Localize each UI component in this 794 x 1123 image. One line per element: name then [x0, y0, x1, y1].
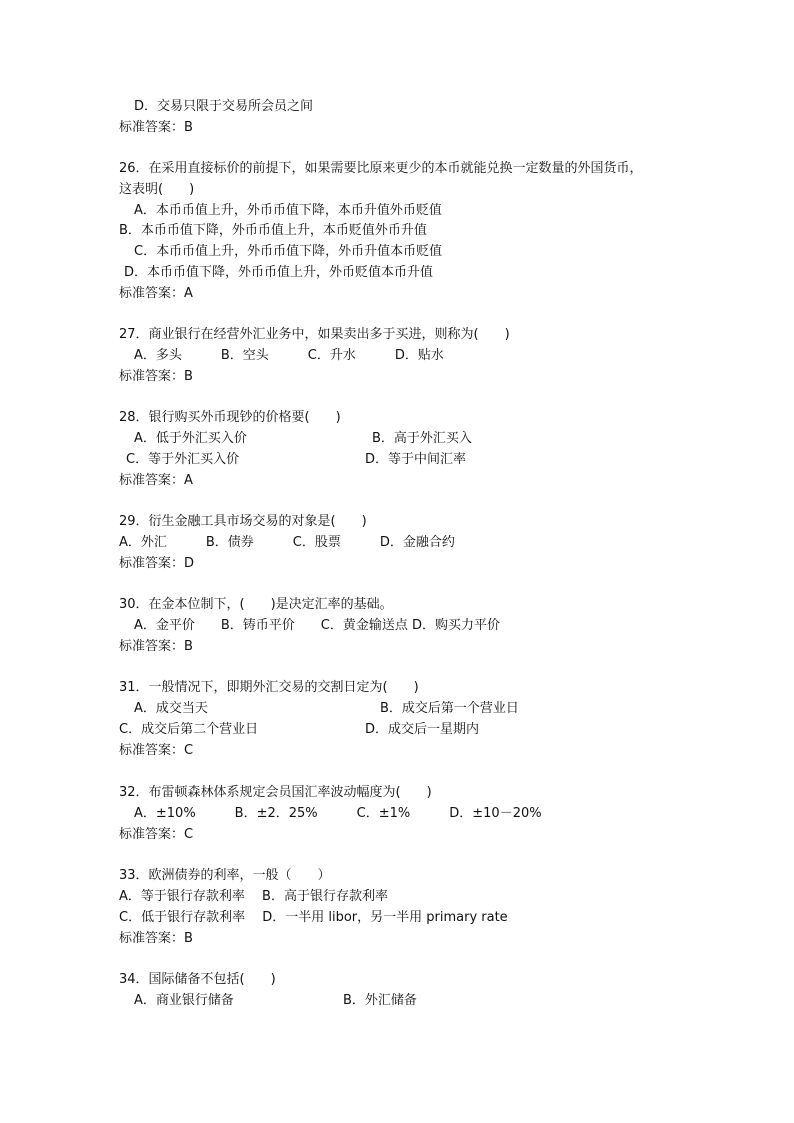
q28-answer: 标准答案：A [119, 473, 193, 488]
q28-option-c: C．等于外汇买入价 [126, 452, 240, 467]
q33-options-ab: A．等于银行存款利率 B．高于银行存款利率 [119, 889, 388, 904]
q25-option-d: D．交易只限于交易所会员之间 [134, 99, 314, 114]
q34-option-b: B．外汇储备 [343, 993, 417, 1008]
q26-option-a: A．本币币值上升，外币币值下降，本币升值外币贬值 [134, 203, 442, 218]
q26-question: 26．在采用直接标价的前提下，如果需要比原来更少的本币就能兑换一定数量的外国货币， [119, 161, 643, 176]
q33-question: 33．欧洲债券的利率，一般（ ） [119, 868, 331, 883]
q26-option-b: B．本币币值下降，外币币值上升，本币贬值外币升值 [119, 223, 427, 238]
q28-option-a: A．低于外汇买入价 [134, 431, 247, 446]
q25-answer: 标准答案：B [119, 120, 193, 135]
q30-options: A．金平价 B．铸币平价 C．黄金输送点 D．购买力平价 [134, 618, 501, 633]
q34-question: 34．国际储备不包括( ) [119, 972, 276, 987]
q26-answer: 标准答案：A [119, 286, 193, 301]
q29-question: 29．衍生金融工具市场交易的对象是( ) [119, 514, 367, 529]
q32-answer: 标准答案：C [119, 827, 194, 842]
q27-options: A．多头 B．空头 C．升水 D．贴水 [134, 348, 444, 363]
q29-options: A．外汇 B．债券 C．股票 D．金融合约 [119, 535, 455, 550]
q31-option-d: D．成交后一星期内 [365, 722, 480, 737]
q32-question: 32．布雷顿森林体系规定会员国汇率波动幅度为( ) [119, 785, 432, 800]
q32-options: A．±10% B．±2．25% C．±1% D．±10－20% [134, 806, 542, 821]
q34-option-a: A．商业银行储备 [134, 993, 234, 1008]
q26-option-d: D．本币币值下降，外币币值上升，外币贬值本币升值 [124, 265, 434, 280]
q31-option-c: C．成交后第二个营业日 [119, 722, 259, 737]
q33-options-cd: C．低于银行存款利率 D．一半用 libor，另一半用 primary rate [119, 910, 508, 925]
q31-answer: 标准答案：C [119, 743, 194, 758]
q31-option-b: B．成交后第一个营业日 [380, 701, 519, 716]
q33-answer: 标准答案：B [119, 931, 193, 946]
q29-answer: 标准答案：D [119, 556, 195, 571]
q28-option-d: D．等于中间汇率 [365, 452, 467, 467]
q31-question: 31．一般情况下，即期外汇交易的交割日定为( ) [119, 680, 419, 695]
q26-question-cont: 这表明( ) [119, 182, 195, 197]
q31-option-a: A．成交当天 [134, 701, 208, 716]
q28-question: 28．银行购买外币现钞的价格要( ) [119, 410, 341, 425]
q27-answer: 标准答案：B [119, 369, 193, 384]
q26-option-c: C．本币币值上升，外币币值下降，外币升值本币贬值 [134, 244, 443, 259]
q30-question: 30．在金本位制下，( )是决定汇率的基础。 [119, 597, 393, 612]
q27-question: 27．商业银行在经营外汇业务中，如果卖出多于买进，则称为( ) [119, 327, 510, 342]
q30-answer: 标准答案：B [119, 639, 193, 654]
q28-option-b: B．高于外汇买入 [372, 431, 472, 446]
